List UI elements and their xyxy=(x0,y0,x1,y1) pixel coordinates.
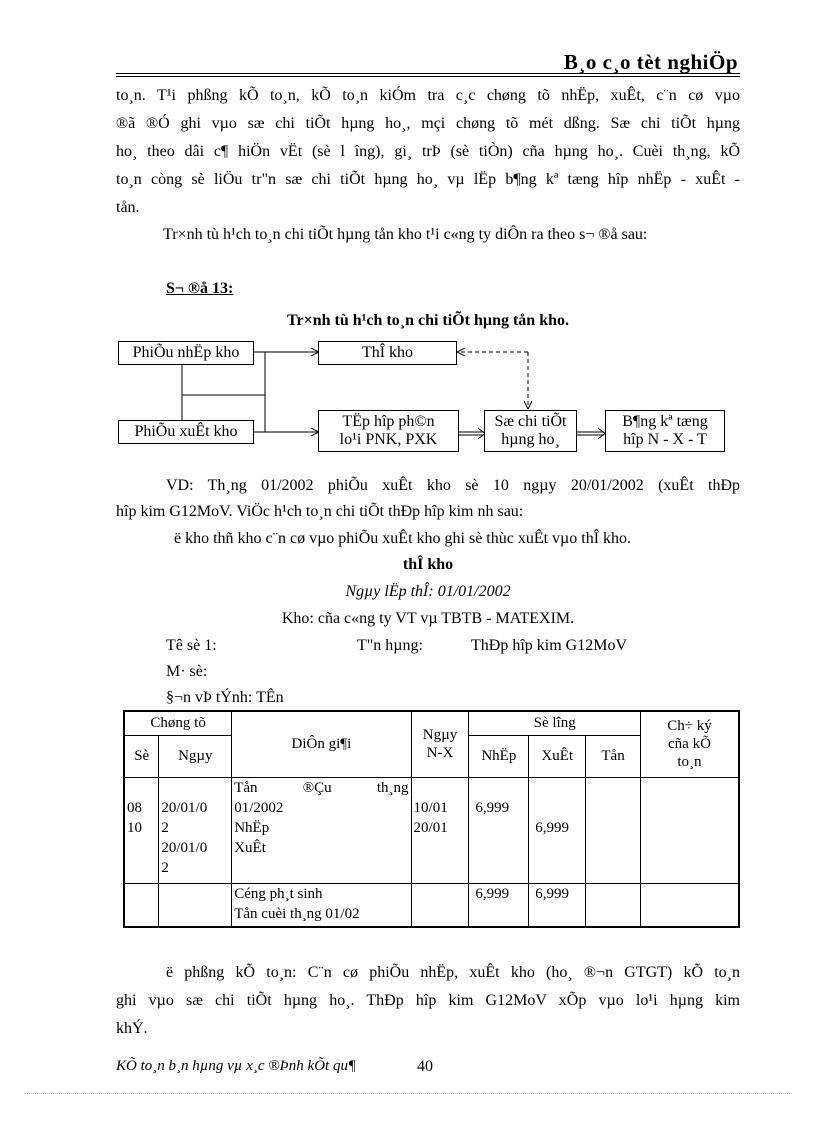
page-bottom-rule xyxy=(24,1093,792,1094)
cell-date xyxy=(159,777,232,883)
paragraph-1-line: to¸n còng sè liÖu tr"n sæ chi tiÕt hµng ho¸ vµ lËp b¶ng kª tæng hîp nhËp - xuÊt - xyxy=(116,171,740,188)
box-classification xyxy=(318,410,459,452)
cell-stock xyxy=(586,883,641,927)
cell-export-value: 6,999 xyxy=(535,819,570,836)
box-detail-ledger-line: Sæ chi tiÕt xyxy=(494,413,567,430)
paragraph-3 xyxy=(116,959,740,1043)
cell-signature xyxy=(640,777,739,883)
cell-export xyxy=(529,777,586,883)
cell-description-line: Tån cuèi th¸ng 01/02 xyxy=(234,905,360,922)
cell-import xyxy=(469,777,529,883)
box-summary-line: hîp N - X - T xyxy=(623,431,707,448)
cell-number-line: 08 xyxy=(127,799,142,816)
box-stock-card: ThÎ kho xyxy=(318,341,457,365)
header-signature xyxy=(640,711,739,777)
paragraph-3-line: khÝ. xyxy=(116,1020,148,1037)
header-signature-line: to¸n xyxy=(677,754,702,771)
header-nx-date-line: Ngµy xyxy=(422,727,458,744)
header-stock: Tån xyxy=(586,735,641,777)
paragraph-3-line: ghi vµo sæ chi tiÕt hµng ho¸. ThÐp hîp kim G12MoV xÕp vµo lo¹i hµng kim xyxy=(116,992,740,1009)
cell-nx-date-line: 10/01 xyxy=(413,799,448,816)
box-detail-ledger-line: hµng ho¸ xyxy=(501,431,560,448)
cell-date-line: 20/01/0 xyxy=(161,799,208,816)
paragraph-1-line: to¸n. T¹i phßng kÕ to¸n, kÕ to¸n kiÓm tra c¸c chøng tõ nhËp, xuÊt, c¨n cø vµo xyxy=(116,87,740,104)
header-description: DiÔn gi¶i xyxy=(232,711,411,777)
stock-card-sheet-no: Tê sè 1: xyxy=(166,637,217,654)
cell-number xyxy=(124,883,159,927)
box-import-voucher: PhiÕu nhËp kho xyxy=(118,341,254,365)
box-summary-table xyxy=(605,410,725,452)
cell-description-line: Céng ph¸t sinh xyxy=(234,885,323,902)
paragraph-3-line: ë phßng kÕ to¸n: C¨n cø phiÕu nhËp, xuÊt kho (ho¸ ®¬n GTGT) kÕ to¸n xyxy=(166,964,740,981)
header-number: Sè xyxy=(124,735,159,777)
stock-card-warehouse: Kho: cña c«ng ty VT vµ TBTB - MATEXIM. xyxy=(281,610,575,627)
stock-card-title: thÎ kho xyxy=(402,556,454,573)
paragraph-1-line: ®ã ®Ó ghi vµo sæ chi tiÕt hµng ho¸, mçi chøng tõ mét dßng. Sæ chi tiÕt hµng xyxy=(116,115,740,132)
cell-description xyxy=(232,777,411,883)
paragraph-2: Tr×nh tù h¹ch to¸n chi tiÕt hµng tån kho t¹i c«ng ty diÔn ra theo s¬ ®å sau: xyxy=(163,226,648,243)
stock-card-unit: §¬n vÞ tÝnh: TÊn xyxy=(166,689,284,706)
box-summary-line: B¶ng kª tæng xyxy=(622,413,708,430)
footer-text: KÕ to¸n b¸n hµng vµ x¸c ®Þnh kÕt qu¶ xyxy=(116,1058,356,1074)
cell-nx-date xyxy=(411,883,469,927)
page-number: 40 xyxy=(417,1058,433,1075)
cell-number-line: 10 xyxy=(127,819,142,836)
cell-nx-date-line: 20/01 xyxy=(413,819,448,836)
paragraph-1-line: ho¸ theo dâi c¶ hiÖn vËt (sè l îng), gi¸ trÞ (sè tiÒn) cña hµng ho¸. Cuèi th¸ng, kÕ xyxy=(116,143,740,160)
box-classification-line: lo¹i PNK, PXK xyxy=(339,431,438,448)
stock-card-item-label: T"n hµng: xyxy=(357,637,423,654)
header-date: Ngµy xyxy=(159,735,232,777)
example-line: hîp kim G12MoV. ViÖc h¹ch to¸n chi tiÕt thÐp hîp kim nh sau: xyxy=(116,503,524,520)
header-nx-date-line: N-X xyxy=(426,745,454,762)
stock-card-code: M· sè: xyxy=(166,663,208,680)
cell-description-line: NhËp xyxy=(234,819,270,836)
cell-signature xyxy=(640,883,739,927)
box-detail-ledger xyxy=(484,410,577,452)
cell-import: 6,999 xyxy=(469,883,529,927)
cell-export: 6,999 xyxy=(529,883,586,927)
document-header-title: B¸o c¸o tèt nghiÖp xyxy=(563,50,738,74)
paragraph-1-line: tån. xyxy=(116,199,140,216)
cell-date-line: 2 xyxy=(161,859,169,876)
header-voucher: Chøng tõ xyxy=(124,711,232,735)
cell-stock xyxy=(586,777,641,883)
header-quantity: Sè lîng xyxy=(469,711,641,735)
header-import: NhËp xyxy=(469,735,529,777)
header-export: XuÊt xyxy=(529,735,586,777)
cell-date xyxy=(159,883,232,927)
stock-card-date: Ngµy lËp thÎ: 01/01/2002 xyxy=(345,583,511,600)
stock-card-item-name: ThÐp hîp kim G12MoV xyxy=(471,637,627,654)
example-line: ë kho thñ kho c¨n cø vµo phiÕu xuÊt kho ghi sè thùc xuÊt vµo thÎ kho. xyxy=(174,530,632,547)
cell-number xyxy=(124,777,159,883)
table-row xyxy=(124,883,739,927)
stock-card-table xyxy=(123,710,740,928)
diagram-label: S¬ ®å 13: xyxy=(166,280,234,297)
header-nx-date xyxy=(411,711,469,777)
cell-description-word: th¸ng xyxy=(376,779,409,796)
cell-description xyxy=(232,883,411,927)
diagram-title: Tr×nh tù h¹ch to¸n chi tiÕt hµng tån kho. xyxy=(286,312,569,329)
cell-description-line: XuÊt xyxy=(234,839,266,856)
cell-nx-date xyxy=(411,777,469,883)
header-signature-line: cña kÕ xyxy=(668,736,711,753)
cell-import-value: 6,999 xyxy=(475,799,510,816)
cell-description-word: Tån xyxy=(234,779,258,796)
box-export-voucher: PhiÕu xuÊt kho xyxy=(118,420,254,444)
cell-description-line xyxy=(234,778,408,798)
example-line: VD: Th¸ng 01/2002 phiÕu xuÊt kho sè 10 ngµy 20/01/2002 (xuÊt thÐp xyxy=(166,477,740,494)
header-signature-line: Ch÷ ký xyxy=(667,718,712,735)
cell-description-word: ®Çu xyxy=(302,779,332,796)
cell-date-line: 20/01/0 xyxy=(161,839,208,856)
table-row xyxy=(124,777,739,883)
cell-description-line: 01/2002 xyxy=(234,799,284,816)
cell-date-line: 2 xyxy=(161,819,169,836)
box-classification-line: TËp hîp ph©n xyxy=(342,413,435,430)
